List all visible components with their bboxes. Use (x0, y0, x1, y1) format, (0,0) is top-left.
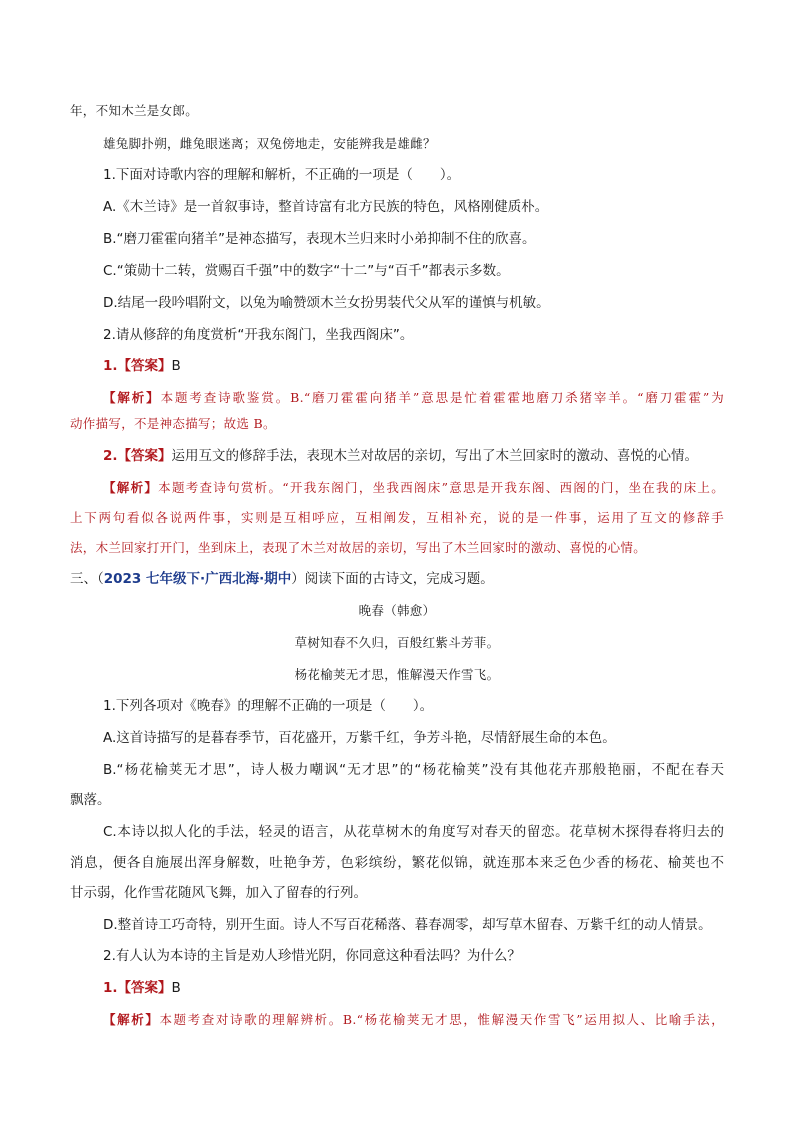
s3-option-c-line1: C.本诗以拟人化的手法，轻灵的语言，从花草树木的角度写对春天的留恋。花草树木探得春将归去的 (103, 824, 724, 840)
option-b: B.“磨刀霍霍向猪羊”是神态描写，表现木兰归来时小弟抑制不住的欣喜。 (103, 231, 536, 247)
answer-label: 2.【答案】 (103, 448, 172, 464)
s3-answer-1 (103, 978, 724, 998)
option-d: D.结尾一段吟唱附文，以兔为喻赞颂木兰女扮男装代父从军的谨慎与机敏。 (103, 295, 550, 311)
explanation-label: 【解析】 (103, 1012, 160, 1027)
heading-source: 2023 七年级下·广西北海·期中 (103, 571, 292, 587)
explanation-2-line3: 法，木兰回家打开门，坐到床上，表现了木兰对故居的亲切，写出了木兰回家时的激动、喜悦的心情。 (70, 540, 647, 555)
explanation-1-line2: 动作描写，不是神态描写；故选 B。 (70, 416, 276, 431)
s3-explanation-1-line1 (103, 1010, 724, 1030)
poem-tail-line2: 雄兔脚扑朔，雌兔眼迷离；双兔傍地走，安能辨我是雄雌？ (103, 136, 436, 151)
poem-title: 晚春（韩愈） (358, 603, 436, 618)
question-2: 2.请从修辞的角度赏析“开我东阁门，坐我西阁床”。 (103, 327, 414, 343)
s3-option-c-line3: 甘示弱，化作雪花随风飞舞，加入了留春的行列。 (70, 885, 367, 901)
option-a: A.《木兰诗》是一首叙事诗，整首诗富有北方民族的特色，风格刚健质朴。 (103, 199, 549, 215)
heading-suffix: ）阅读下面的古诗文，完成习题。 (291, 571, 494, 587)
option-c: C.“策勋十二转，赏赐百千强”中的数字“十二”与“百千”都表示多数。 (103, 263, 510, 279)
answer-value: 运用互文的修辞手法，表现木兰对故居的亲切，写出了木兰回家时的激动、喜悦的心情。 (171, 448, 699, 464)
explanation-text: 本题考查诗歌鉴赏。B.“磨刀霍霍向猪羊”意思是忙着霍霍地磨刀杀猪宰羊。“磨刀霍霍”为 (160, 390, 724, 405)
s3-option-a: A.这首诗描写的是暮春季节，百花盛开，万紫千红，争芳斗艳，尽情舒展生命的本色。 (103, 730, 616, 746)
explanation-label: 【解析】 (103, 480, 159, 495)
s3-option-c-line2: 消息，便各自施展出浑身解数，吐艳争芳，色彩缤纷，繁花似锦，就连那本来乏色少香的杨花、榆荚也不 (70, 855, 724, 871)
s3-question-2: 2.有人认为本诗的主旨是劝人珍惜光阴，你同意这种看法吗？为什么？ (103, 948, 521, 964)
explanation-2-line2: 上下两句看似各说两件事，实则是互相呼应，互相阐发，互相补充，说的是一件事，运用了互文的修辞手 (70, 510, 724, 525)
poem-line-1: 草树知春不久归，百般红紫斗芳菲。 (294, 635, 500, 650)
answer-value: B (171, 980, 181, 996)
s3-question-1: 1.下列各项对《晚春》的理解不正确的一项是（ ）。 (103, 698, 434, 714)
answer-1 (103, 356, 724, 376)
poem-line-2: 杨花榆荚无才思，惟解漫天作雪飞。 (294, 667, 500, 682)
answer-2 (103, 446, 724, 466)
explanation-label: 【解析】 (103, 390, 161, 405)
answer-label: 1.【答案】 (103, 980, 172, 996)
heading-prefix: 三、（ (70, 571, 104, 587)
s3-option-d: D.整首诗工巧奇特，别开生面。诗人不写百花稀落、暮春凋零，却写草木留春、万紫千红的动人情景。 (103, 917, 712, 933)
poem-tail-line1: 年，不知木兰是女郎。 (70, 103, 199, 118)
s3-option-b-line1: B.“杨花榆荚无才思”，诗人极力嘲讽“无才思”的“杨花榆荚”没有其他花卉那般艳丽，不配在春天 (103, 762, 724, 778)
s3-option-b-line2: 飘落。 (70, 792, 111, 808)
explanation-1-line1 (103, 388, 724, 408)
answer-value: B (171, 358, 181, 374)
explanation-text: 本题考查诗句赏析。“开我东阁门，坐我西阁床”意思是开我东阁、西阁的门，坐在我的床上。 (158, 480, 724, 495)
section-3-heading (70, 569, 724, 589)
explanation-text: 本题考查对诗歌的理解辨析。B.“杨花榆荚无才思，惟解漫天作雪飞”运用拟人、比喻手法， (159, 1012, 724, 1027)
explanation-2-line1 (103, 478, 724, 498)
question-1: 1.下面对诗歌内容的理解和解析，不正确的一项是（ ）。 (103, 167, 461, 183)
answer-label: 1.【答案】 (103, 358, 172, 374)
